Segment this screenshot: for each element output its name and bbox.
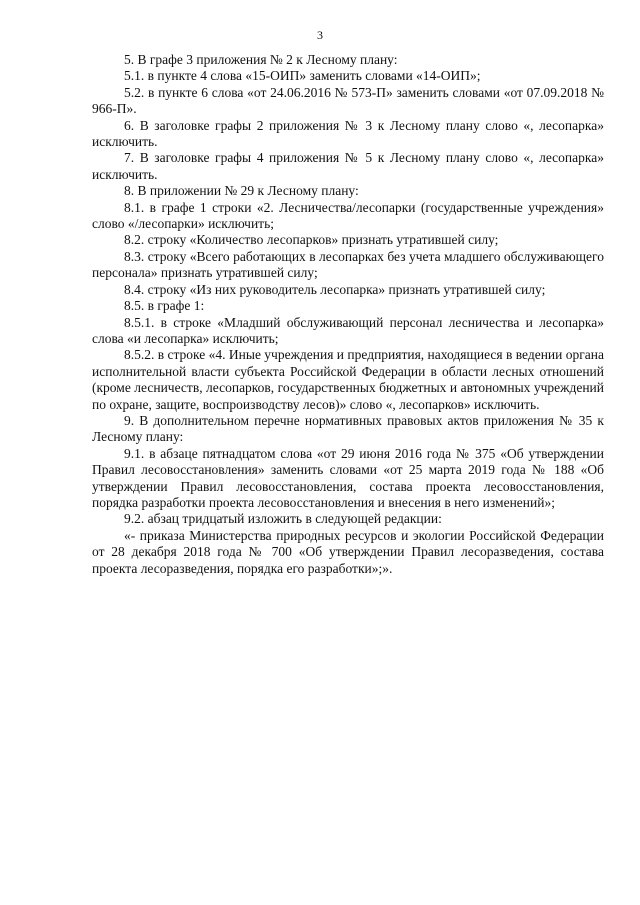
page-number: 3 [317, 28, 323, 42]
paragraph: 9.1. в абзаце пятнадцатом слова «от 29 июня 2016 года № 375 «Об утверждении Правил лесовосстановления» заменить словами «от 25 марта 2019 года № 188 «Об утверждении Правил лесовосстановления, состава проекта лесовосстановления, порядка разработки проекта лесовосстановления и внесения в него изменений»; [92, 445, 604, 510]
paragraph: 8.5.2. в строке «4. Иные учреждения и предприятия, находящиеся в ведении органа исполнительной власти субъекта Российской Федерации в области лесных отношений (кроме лесничеств, лесопарков, государственных бюджетных и автономных учреждений по охране, защите, воспроизводству лесов)» слово «, лесопарков» исключить. [92, 347, 604, 412]
paragraph: 9.2. абзац тридцатый изложить в следующей редакции: [124, 511, 442, 527]
paragraph: «- приказа Министерства природных ресурсов и экологии Российской Федерации от 28 декабря 2018 года № 700 «Об утверждении Правил лесоразведения, состава проекта лесоразведения, порядка его разработки»;». [92, 527, 604, 576]
paragraph: 7. В заголовке графы 4 приложения № 5 к Лесному плану слово «, лесопарка» исключить. [92, 150, 604, 182]
paragraph: 8.5.1. в строке «Младший обслуживающий персонал лесничества и лесопарка» слова «и лесопарка» исключить; [92, 314, 604, 346]
paragraph: 5. В графе 3 приложения № 2 к Лесному плану: [124, 52, 398, 67]
paragraph: 8.2. строку «Количество лесопарков» признать утратившей силу; [124, 232, 499, 248]
paragraph: 8.5. в графе 1: [124, 298, 205, 314]
paragraph: 8.1. в графе 1 строки «2. Лесничества/лесопарки (государственные учреждения» слово «/лесопарки» исключить; [92, 199, 604, 232]
paragraph: 9. В дополнительном перечне нормативных правовых актов приложения № 35 к Лесному плану: [92, 412, 604, 445]
paragraph: 8. В приложении № 29 к Лесному плану: [124, 183, 359, 199]
paragraph: 5.2. в пункте 6 слова «от 24.06.2016 № 573-П» заменить словами «от 07.09.2018 № 966-П». [92, 84, 604, 117]
paragraph: 6. В заголовке графы 2 приложения № 3 к Лесному плану слово «, лесопарка» исключить. [92, 117, 604, 150]
paragraph: 8.4. строку «Из них руководитель лесопарка» признать утратившей силу; [124, 281, 546, 297]
paragraph: 8.3. строку «Всего работающих в лесопарках без учета младшего обслуживающего персонала» признать утратившей силу; [92, 248, 604, 281]
document-body [92, 52, 604, 577]
paragraph: 5.1. в пункте 4 слова «15-ОИП» заменить словами «14-ОИП»; [124, 68, 481, 84]
